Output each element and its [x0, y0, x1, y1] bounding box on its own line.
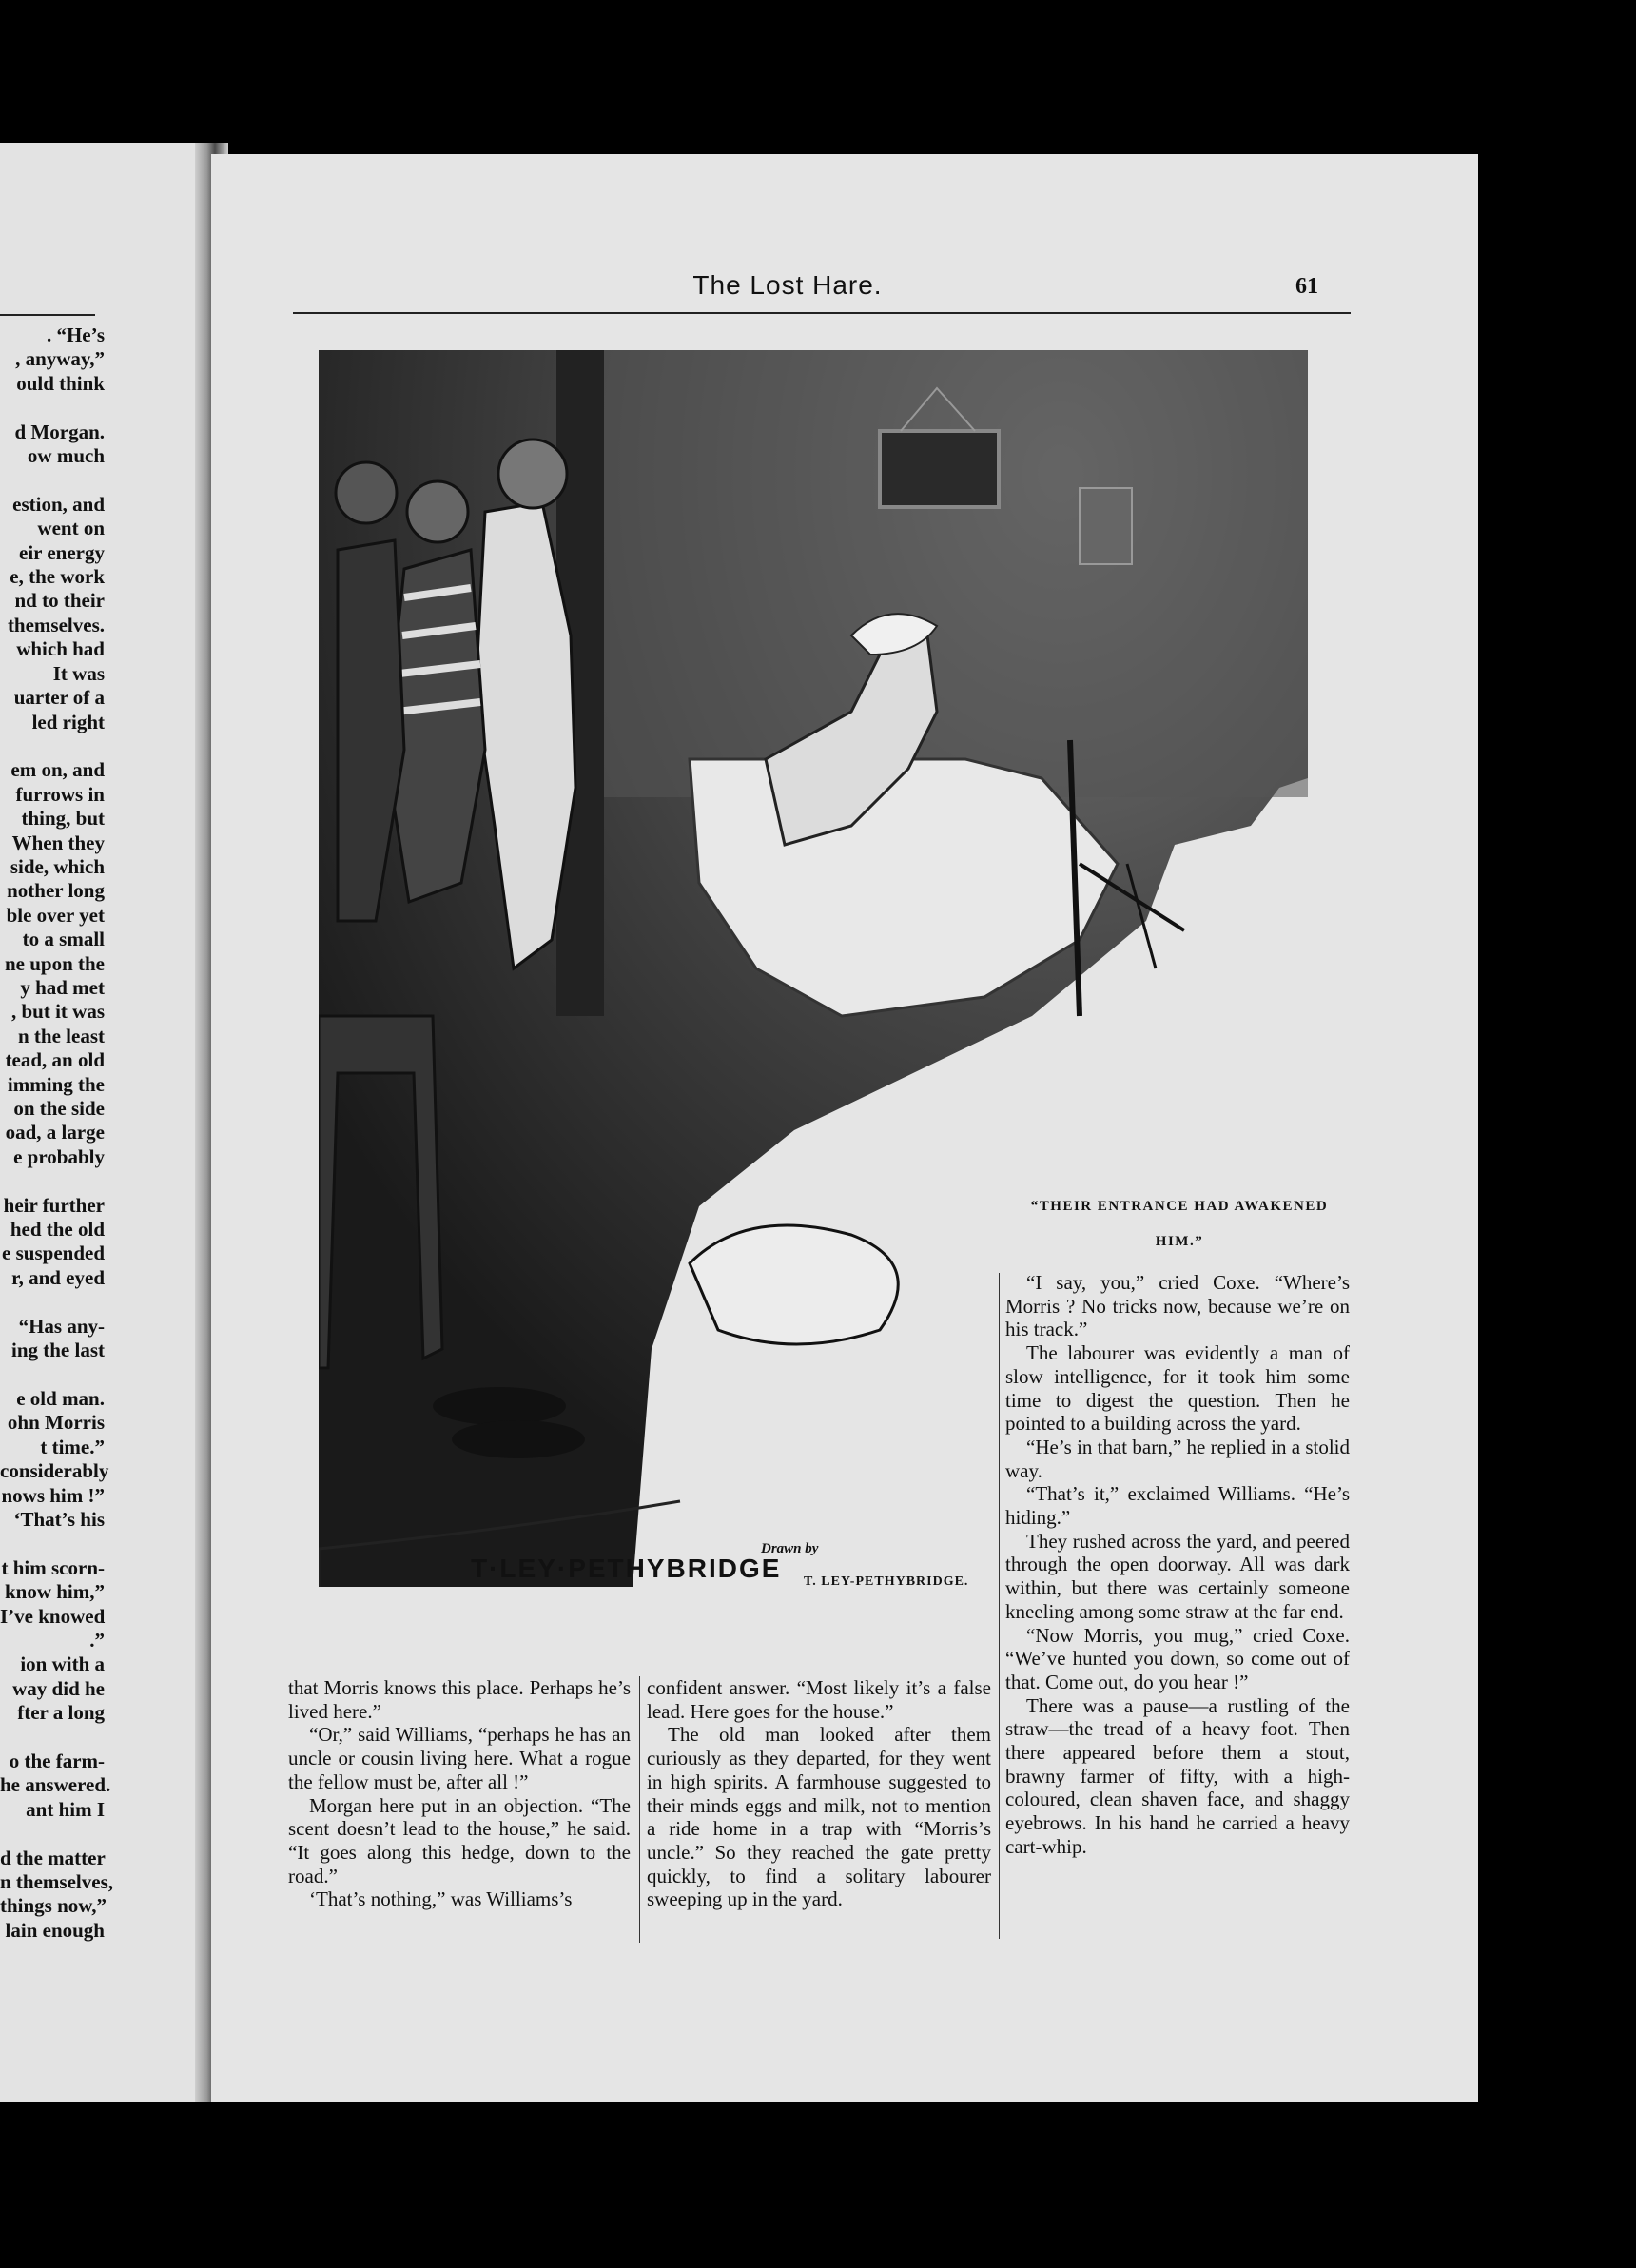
- left-page-line: nows him !”: [1, 1483, 105, 1507]
- left-page-line: [0, 734, 105, 758]
- paragraph: ‘That’s nothing,” was Williams’s: [309, 1887, 573, 1911]
- caption-line-1: “THEIR ENTRANCE HAD AWAKENED: [1030, 1199, 1329, 1214]
- left-page-line: d the matter: [0, 1846, 106, 1869]
- left-page-line: [0, 1822, 105, 1846]
- clothes-pile: [690, 1225, 898, 1344]
- illustration-caption: [1008, 1189, 1351, 1260]
- paragraph: confident answer. “Most likely it’s a false lead. Here goes for the house.”: [647, 1676, 991, 1723]
- left-page-line: [0, 396, 105, 420]
- left-page-line: ant him I: [26, 1797, 105, 1821]
- left-page-line: ohn Morris: [7, 1411, 105, 1435]
- left-page-line: eir energy: [19, 540, 105, 564]
- left-page-line: ‘That’s his: [13, 1507, 105, 1531]
- page-title: The Lost Hare.: [692, 270, 883, 300]
- left-page-line: ne upon the: [4, 951, 105, 975]
- credit-name: T. LEY-PETHYBRIDGE.: [804, 1574, 969, 1589]
- paragraph: that Morris knows this place. Perhaps he’s lived here.”: [288, 1676, 631, 1723]
- left-page-line: It was: [52, 661, 105, 685]
- left-page-line: ble over yet: [6, 903, 105, 927]
- left-page-line: he answered.: [0, 1773, 111, 1797]
- left-page-line: [0, 1290, 105, 1314]
- page-number: 61: [1295, 274, 1318, 299]
- left-page-line: furrows in: [15, 782, 105, 806]
- left-page-line: When they: [11, 831, 105, 854]
- left-page-line: thing, but: [21, 807, 105, 831]
- left-page-header-rule: [0, 314, 95, 316]
- bottom-column-a-text: [288, 1676, 631, 1911]
- paragraph: “I say, you,” cried Coxe. “Where’s Morris ? No tricks now, because we’re on his track.”: [1005, 1271, 1350, 1341]
- artist-signature: T·LEY·PETHYBRIDGE: [471, 1554, 782, 1583]
- left-page-line: ing the last: [10, 1339, 105, 1362]
- left-page-fragment: [0, 143, 195, 2102]
- paragraph: There was a pause—a rustling of the straw—the tread of a heavy foot. Then there appeared before them a stout, brawny farmer of fifty, with a high-coloured, clean shaven face, and shaggy eyebrows. In his hand he carried a heavy cart-whip.: [1005, 1693, 1350, 1858]
- paragraph: Morgan here put in an objection. “The scent doesn’t lead to the house,” he said. “It goes along this hedge, down to the road.”: [288, 1793, 631, 1887]
- bottom-column-b-text: [647, 1676, 991, 1911]
- right-column-text: [1005, 1271, 1350, 1859]
- left-page-line: heir further: [3, 1193, 105, 1217]
- left-page-line: things now,”: [0, 1894, 107, 1918]
- left-page-line: n the least: [18, 1024, 105, 1047]
- left-page-line: , but it was: [10, 1000, 105, 1024]
- left-page-line: o the farm-: [9, 1749, 105, 1772]
- left-page-line: lain enough: [5, 1918, 105, 1942]
- header-rule: [293, 312, 1351, 314]
- left-page-line: hed the old: [10, 1218, 105, 1242]
- left-page-line: on the side: [13, 1097, 105, 1120]
- caption-line-2: HIM.”: [1155, 1234, 1204, 1249]
- column-rule: [999, 1273, 1000, 1939]
- column-rule: [639, 1676, 640, 1943]
- left-page-line: [0, 1169, 105, 1193]
- paragraph: The old man looked after them curiously as they departed, for they went in high spirits. A farmhouse suggested to their minds eggs and milk, not to mention a ride home in a trap with “Morris’s uncle.” So they reached the gate pretty quickly, to find a solitary labourer sweeping up in the yard.: [647, 1723, 991, 1911]
- left-page-line: d Morgan.: [14, 420, 105, 443]
- left-page-line: [0, 468, 105, 492]
- left-page-line: I’ve knowed: [0, 1604, 106, 1628]
- left-page-text: [0, 323, 113, 1943]
- left-page-line: themselves.: [7, 613, 105, 636]
- left-page-line: e suspended: [2, 1242, 105, 1265]
- left-page-line: led right: [31, 710, 105, 733]
- left-page-line: ow much: [27, 444, 105, 468]
- left-page-line: fter a long: [17, 1701, 105, 1725]
- left-page-line: nother long: [7, 879, 105, 903]
- left-page-line: estion, and: [12, 492, 105, 516]
- left-page-line: em on, and: [10, 758, 105, 782]
- left-page-line: t time.”: [40, 1435, 105, 1458]
- left-page-line: went on: [37, 517, 105, 540]
- left-page-line: way did he: [12, 1676, 105, 1700]
- paragraph: “Now Morris, you mug,” cried Coxe. “We’ve hunted you down, so come out of that. Come out, do you hear !”: [1005, 1623, 1350, 1693]
- left-page-line: e probably: [13, 1144, 105, 1168]
- paragraph: “He’s in that barn,” he replied in a stolid way.: [1005, 1435, 1350, 1482]
- left-page-line: t him scorn-: [1, 1555, 105, 1579]
- scan-border: [0, 2102, 1636, 2268]
- left-page-line: [0, 1726, 105, 1750]
- left-page-line: nd to their: [14, 589, 105, 613]
- credit-label: Drawn by: [761, 1541, 819, 1556]
- left-page-line: ion with a: [20, 1652, 105, 1676]
- left-page-line: “Has any-: [18, 1314, 105, 1338]
- left-page-line: know him,”: [4, 1580, 105, 1604]
- left-page-line: [0, 1362, 105, 1386]
- left-page-line: . “He’s: [46, 323, 105, 346]
- left-page-line: r, and eyed: [11, 1265, 105, 1289]
- left-page-line: , anyway,”: [15, 347, 105, 371]
- left-page-line: [0, 1532, 105, 1555]
- left-page-line: to a small: [22, 928, 105, 951]
- paragraph: The labourer was evidently a man of slow intelligence, for it took him some time to digest the question. Then he pointed to a building across the yard.: [1005, 1341, 1350, 1436]
- wall-picture: [880, 431, 999, 507]
- left-page-line: which had: [16, 637, 105, 661]
- paragraph: “Or,” said Williams, “perhaps he has an uncle or cousin living here. What a rogue the fellow must be, after all !”: [288, 1723, 631, 1793]
- left-page-line: ould think: [16, 371, 105, 395]
- paragraph: “That’s it,” exclaimed Williams. “He’s hiding.”: [1005, 1482, 1350, 1530]
- left-page-line: uarter of a: [13, 686, 105, 710]
- left-page-line: .”: [89, 1628, 105, 1652]
- left-page-line: n themselves,: [0, 1870, 113, 1893]
- left-page-line: e, the work: [10, 565, 105, 589]
- left-page-line: e old man.: [16, 1386, 105, 1410]
- left-page-line: side, which: [10, 854, 105, 878]
- left-page-line: y had met: [20, 975, 105, 999]
- left-page-line: tead, an old: [5, 1048, 105, 1072]
- left-page-line: oad, a large: [5, 1121, 105, 1144]
- left-page-line: considerably: [0, 1459, 109, 1483]
- paragraph: They rushed across the yard, and peered through the open doorway. All was dark within, but there was certainly someone kneeling among some straw at the far end.: [1005, 1529, 1350, 1623]
- left-page-line: imming the: [7, 1072, 105, 1096]
